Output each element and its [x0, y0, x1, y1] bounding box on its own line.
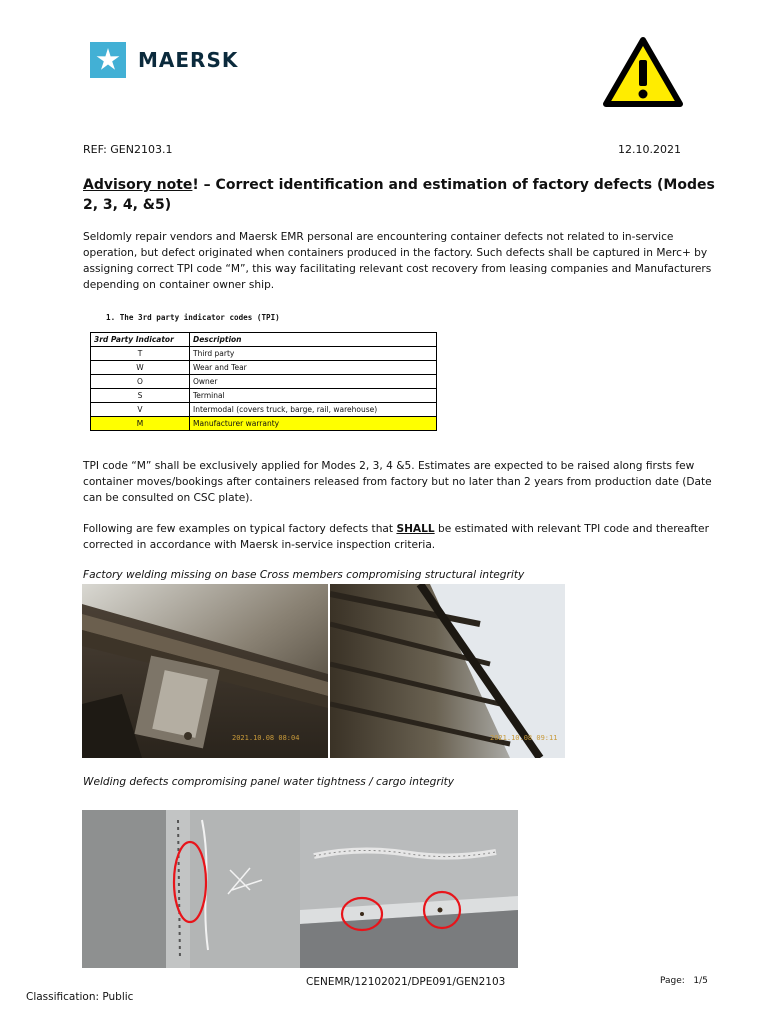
examples-paragraph	[83, 521, 723, 553]
tpi-description: Manufacturer warranty	[190, 417, 437, 431]
photo-cross-member-2	[330, 584, 565, 758]
tpi-m-paragraph: TPI code “M” shall be exclusively applied for Modes 2, 3, 4 &5. Estimates are expected to be raised along firsts few container moves/bookings after containers released from factory but no later than 2 years from production date (Date can be consulted on CSC plate).	[83, 460, 712, 504]
tpi-description: Third party	[190, 347, 437, 361]
table-row	[91, 403, 437, 417]
warning-triangle-icon	[602, 36, 684, 108]
tpi-code: W	[91, 361, 190, 375]
table-caption: 1. The 3rd party indicator codes (TPI)	[106, 313, 280, 322]
caption-welding-missing: Factory welding missing on base Cross members compromising structural integrity	[83, 569, 525, 581]
document-date: 12.10.2021	[618, 143, 681, 156]
table-row	[91, 361, 437, 375]
table-header-row	[91, 333, 437, 347]
column-header: Description	[190, 333, 437, 347]
photo-panel-weld-1	[82, 810, 300, 968]
tpi-code: O	[91, 375, 190, 389]
page-number	[660, 976, 708, 986]
tpi-description: Wear and Tear	[190, 361, 437, 375]
tpi-code: S	[91, 389, 190, 403]
column-header: 3rd Party Indicator	[91, 333, 190, 347]
classification-label: Classification: Public	[26, 991, 134, 1003]
logo-text: MAERSK	[138, 48, 239, 72]
reference-number: REF: GEN2103.1	[83, 143, 173, 156]
tpi-table	[90, 332, 437, 431]
maersk-star-icon	[90, 42, 126, 78]
document-reference: CENEMR/12102021/DPE091/GEN2103	[306, 976, 506, 988]
tpi-description: Intermodal (covers truck, barge, rail, warehouse)	[190, 403, 437, 417]
tpi-code: M	[91, 417, 190, 431]
caption-welding-defects: Welding defects compromising panel water tightness / cargo integrity	[83, 776, 455, 788]
page-label: Page:	[660, 976, 685, 986]
title-lead: Advisory note	[83, 177, 193, 193]
page-title	[83, 175, 733, 215]
table-row-highlighted	[91, 417, 437, 431]
intro-paragraph: Seldomly repair vendors and Maersk EMR personal are encountering container defects not related to in-service operation, but defect originated when containers produced in the factory. Such defects shall be captured in Merc+ by assigning correct TPI code “M”, this way facilitating relevant cost recovery from leasing companies and Manufacturers depending on container owner ship.	[83, 231, 712, 291]
table-row	[91, 389, 437, 403]
tpi-description: Terminal	[190, 389, 437, 403]
title-rest: ! – Correct identification and estimation of factory defects (Modes 2, 3, 4, &5)	[83, 177, 715, 213]
maersk-logo	[90, 42, 238, 78]
photo-panel-weld-2	[300, 810, 518, 968]
tpi-code: T	[91, 347, 190, 361]
table-row	[91, 347, 437, 361]
examples-text-after: be estimated with relevant TPI code and thereafter corrected in accordance with Maersk in-service inspection criteria.	[83, 523, 709, 551]
photo-timestamp: 2021.10.08 09:11	[490, 734, 558, 742]
page-value: 1/5	[693, 976, 708, 986]
table-row	[91, 375, 437, 389]
tpi-code: V	[91, 403, 190, 417]
photo-timestamp: 2021.10.08 08:04	[232, 734, 300, 742]
shall-emphasis: SHALL	[396, 523, 435, 535]
photo-cross-member-1	[82, 584, 328, 758]
tpi-description: Owner	[190, 375, 437, 389]
examples-text-before: Following are few examples on typical factory defects that	[83, 523, 397, 535]
